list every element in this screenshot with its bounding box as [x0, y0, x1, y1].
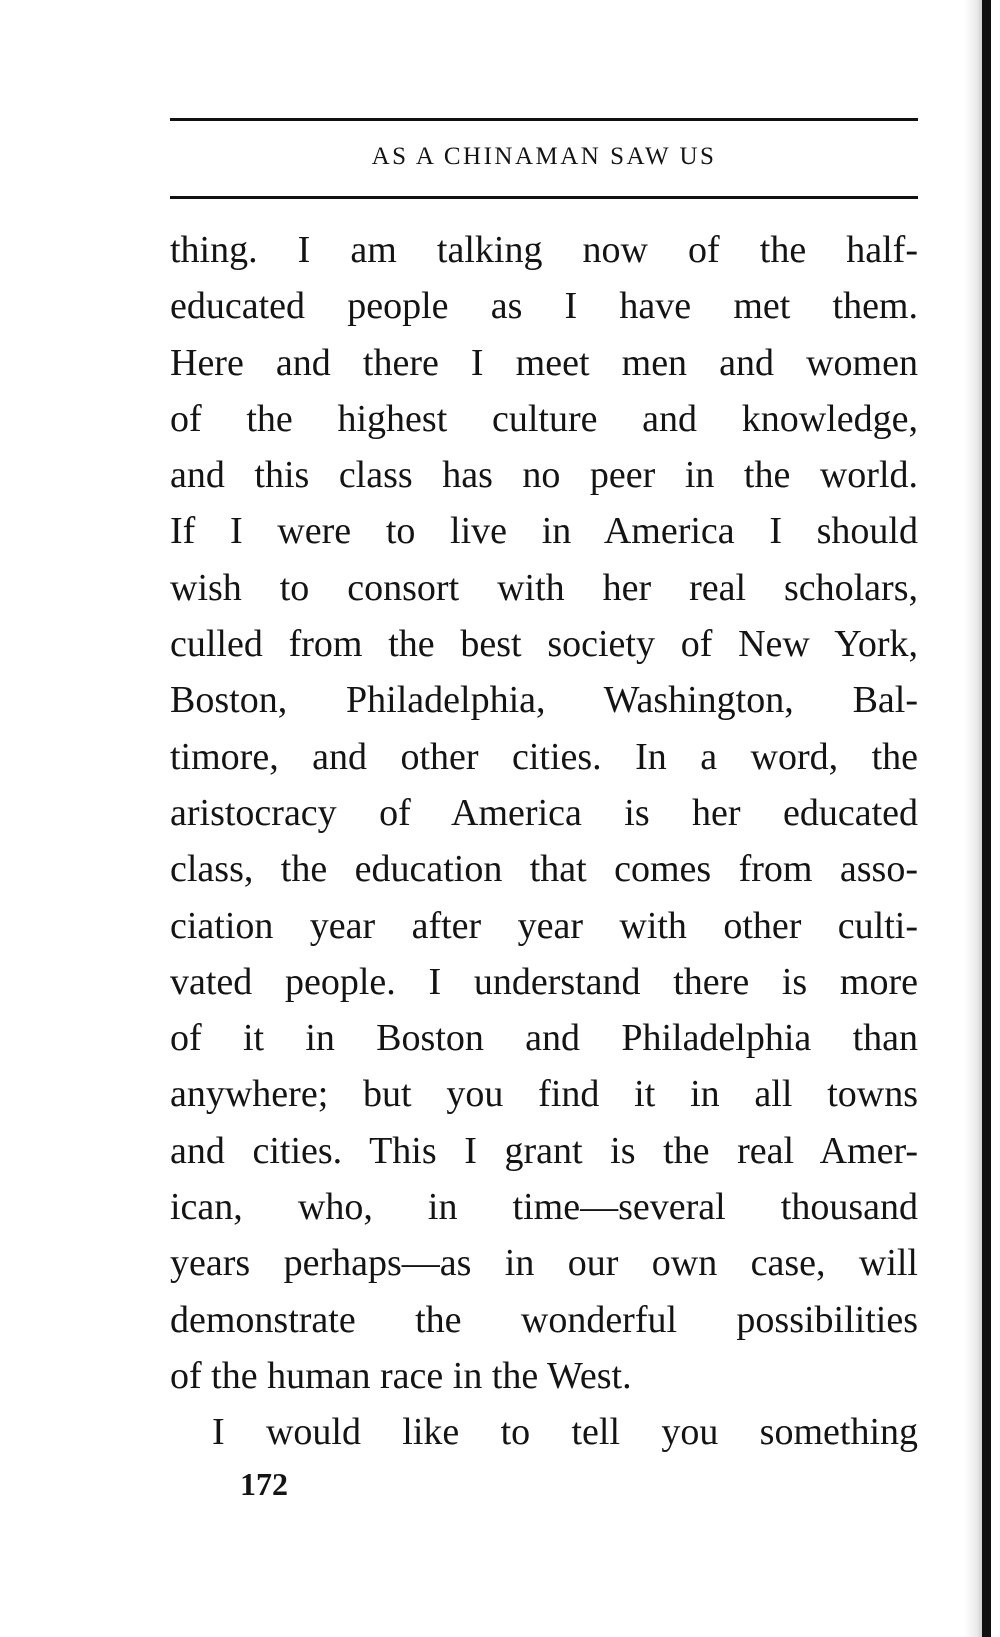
text-line: I would like to tell you something: [212, 1411, 918, 1454]
header-rule-top: [170, 118, 918, 121]
binding-shadow: [964, 0, 982, 1637]
text-line: educated people as I have met them.: [170, 285, 918, 328]
text-line: demonstrate the wonderful possibilities: [170, 1298, 918, 1341]
text-line: Boston, Philadelphia, Washington, Bal-: [170, 679, 918, 722]
text-line: If I were to live in America I should: [170, 510, 918, 553]
text-line: wish to consort with her real scholars,: [170, 566, 918, 609]
text-line: class, the education that comes from asso-: [170, 848, 918, 891]
text-line: timore, and other cities. In a word, the: [170, 735, 918, 778]
header-rule-bottom: [170, 196, 918, 199]
text-line: ican, who, in time—several thousand: [170, 1186, 918, 1229]
text-line: and this class has no peer in the world.: [170, 454, 918, 497]
text-line: Here and there I meet men and women: [170, 341, 918, 384]
text-line: anywhere; but you find it in all towns: [170, 1073, 918, 1116]
text-line: and cities. This I grant is the real Amer-: [170, 1129, 918, 1172]
running-head: AS A CHINAMAN SAW US: [371, 143, 717, 170]
text-line: of the highest culture and knowledge,: [170, 397, 918, 440]
text-line: culled from the best society of New York,: [170, 623, 918, 666]
text-line: ciation year after year with other culti-: [170, 904, 918, 947]
text-line: aristocracy of America is her educated: [170, 791, 918, 834]
page-number: 172: [240, 1466, 288, 1502]
text-line: of it in Boston and Philadelphia than: [170, 1017, 918, 1060]
body-text: [170, 222, 918, 1461]
text-line: of the human race in the West.: [170, 1354, 632, 1397]
text-line: thing. I am talking now of the half-: [170, 229, 918, 271]
text-line: vated people. I understand there is more: [170, 960, 918, 1003]
binding-edge: [982, 0, 991, 1637]
text-line: years perhaps—as in our own case, will: [170, 1242, 918, 1285]
